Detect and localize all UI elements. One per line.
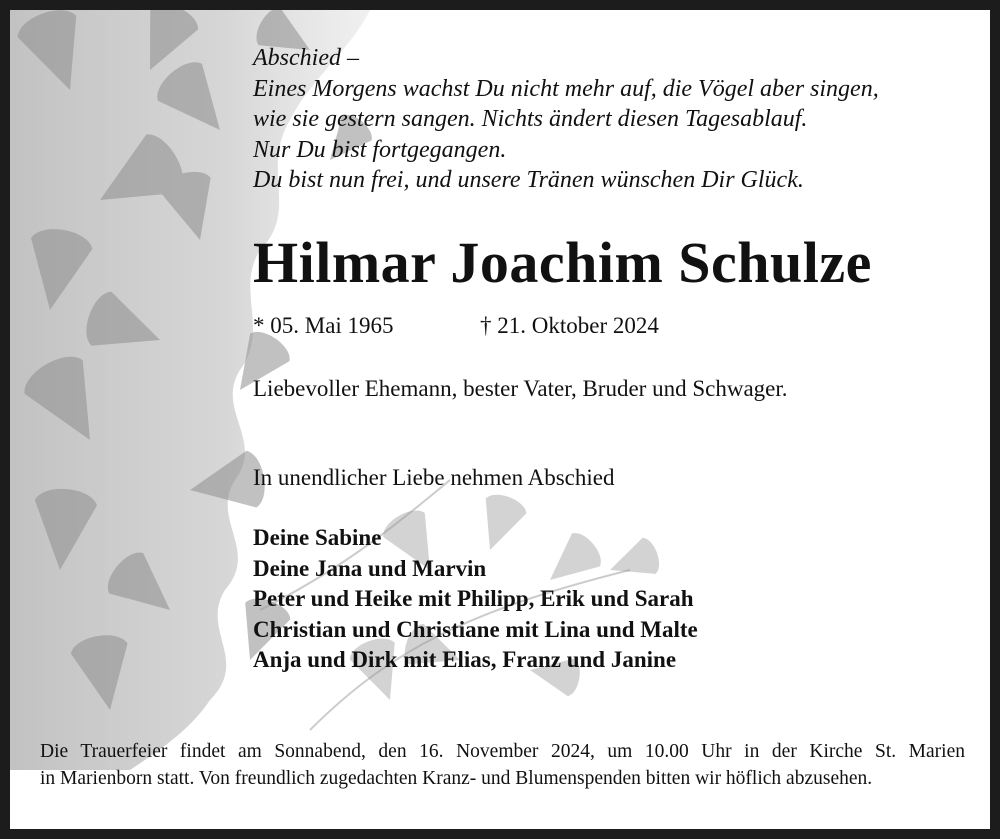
funeral-service-notice [40,738,965,792]
mourners-list [253,523,698,676]
poem-line: Du bist nun frei, und unsere Tränen wünschen Dir Glück. [253,167,804,193]
mourner-entry: Peter und Heike mit Philipp, Erik und Sarah [253,586,694,611]
mourner-entry: Deine Jana und Marvin [253,555,487,581]
death-date: † 21. Oktober 2024 [480,313,659,338]
mourner-entry: Anja und Dirk mit Elias, Franz und Janine [253,647,677,672]
service-line: in Marienborn statt. Von freundlich zugedachten Kranz- und Blumenspenden bitten wir höflich abzusehen. [40,768,873,789]
farewell-poem [253,43,879,196]
obituary-card [10,10,990,829]
birth-date: * 05. Mai 1965 [253,313,394,338]
poem-line: Abschied – [253,45,359,71]
farewell-statement: In unendlicher Liebe nehmen Abschied [253,465,615,490]
service-line: Die Trauerfeier findet am Sonnabend, den 16. November 2024, um 10.00 Uhr in der Kirche St. Marien [40,741,965,762]
poem-line: wie sie gestern sangen. Nichts ändert diesen Tagesablauf. [253,106,808,132]
deceased-name: Hilmar Joachim Schulze [253,230,872,295]
deceased-description: Liebevoller Ehemann, bester Vater, Bruder und Schwager. [253,376,788,401]
mourner-entry: Deine Sabine [253,525,382,550]
mourner-entry: Christian und Christiane mit Lina und Malte [253,616,698,642]
poem-line: Eines Morgens wachst Du nicht mehr auf, die Vögel aber singen, [253,75,879,102]
poem-line: Nur Du bist fortgegangen. [253,136,507,163]
